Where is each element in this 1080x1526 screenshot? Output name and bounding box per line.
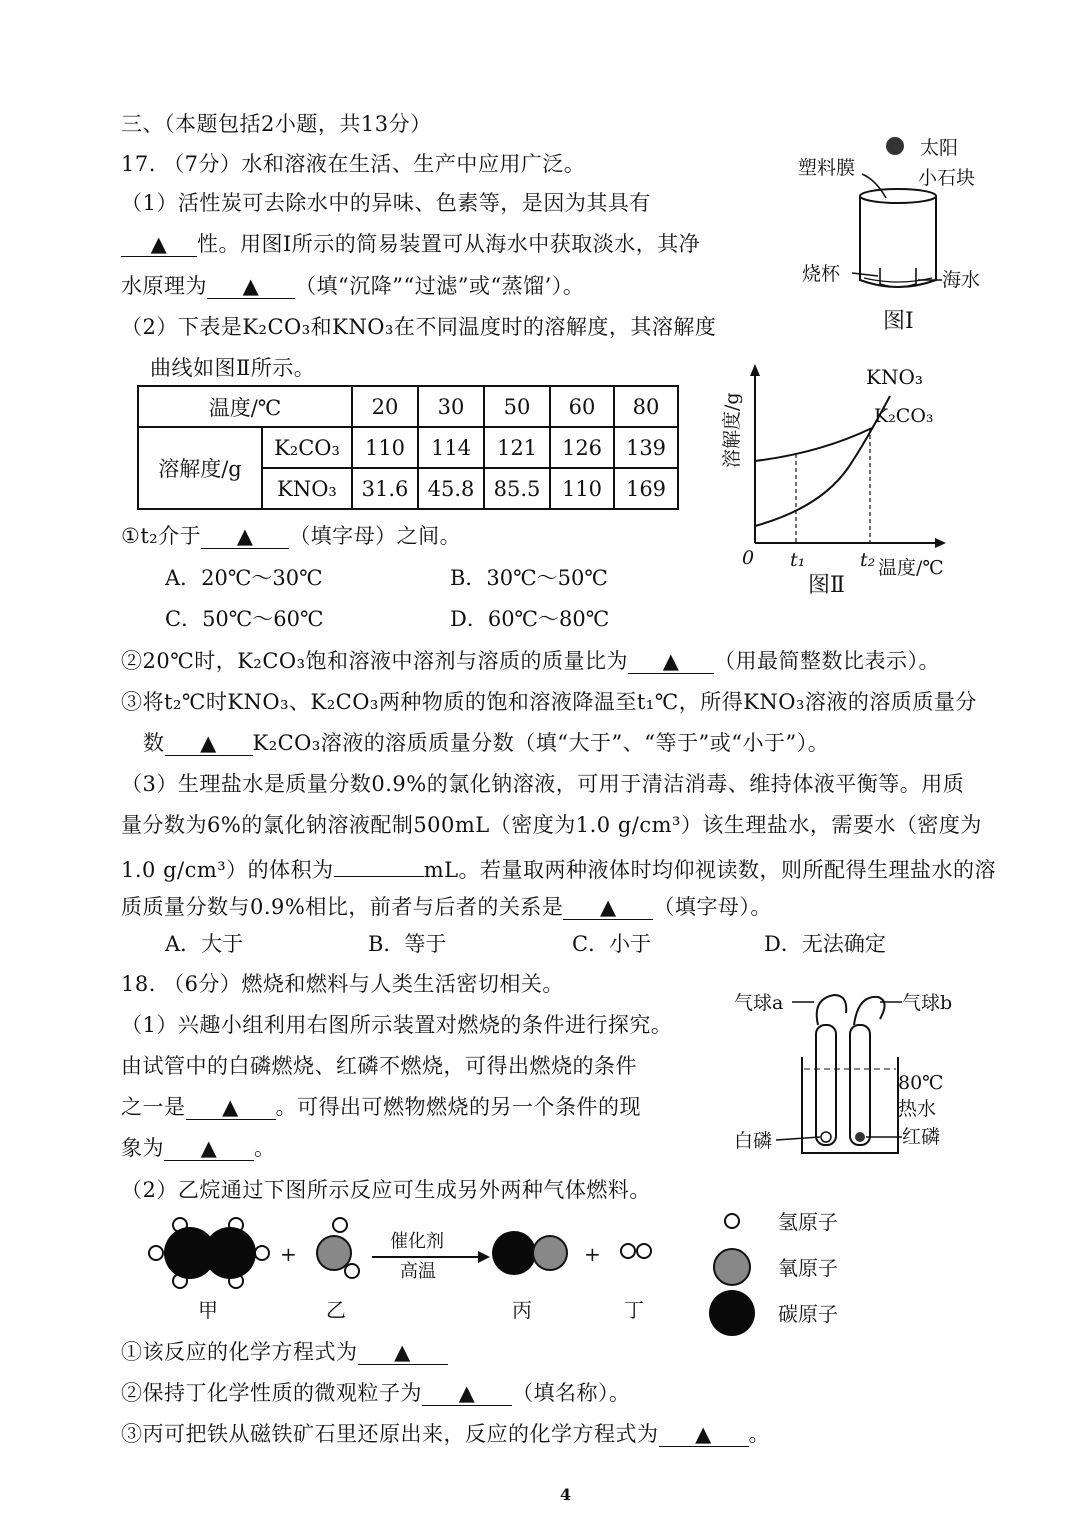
figure-2-solubility-graph (700, 358, 970, 608)
carbon-atom-icon (709, 1290, 755, 1336)
q17-sub1-text: ①t₂介于 (121, 524, 202, 548)
table-cell: 50 (484, 386, 550, 427)
balloon-a (817, 995, 847, 1025)
label-yi: 乙 (326, 1298, 346, 1322)
atom-legend (700, 1203, 880, 1338)
t2-label: t₂ (860, 549, 876, 571)
label-hot-water: 热水 (898, 1098, 937, 1120)
table-cell: 114 (418, 427, 484, 468)
label-catalyst: 催化剂 (390, 1231, 444, 1252)
page-number: 4 (560, 1485, 572, 1504)
origin-label: 0 (742, 547, 755, 569)
q17-sub2 (121, 647, 940, 675)
hydrogen-molecule (621, 1244, 651, 1258)
table-cell: 110 (352, 427, 418, 468)
red-phosphorus (855, 1132, 865, 1142)
table-header-solubility: 溶解度/g (138, 427, 262, 509)
beaker-pointer (852, 273, 878, 276)
label-film: 塑料膜 (798, 157, 856, 179)
table-row (138, 386, 678, 427)
q18-sub3-tail: 。 (748, 1422, 770, 1446)
combustion-apparatus (730, 985, 980, 1160)
label-bing: 丙 (512, 1298, 532, 1322)
q18-sub2-tail: （填名称）。 (512, 1381, 631, 1405)
hydrogen-atom-icon (725, 1214, 739, 1228)
q17-sub1 (121, 522, 461, 550)
beaker-rim (860, 189, 936, 203)
label-temperature: 80℃ (898, 1072, 944, 1094)
label-seawater: 海水 (942, 269, 981, 291)
table-cell: 45.8 (418, 468, 484, 509)
table-cell: 126 (550, 427, 614, 468)
table-row (138, 427, 678, 468)
x-axis-label: 温度/℃ (878, 557, 944, 579)
label-high-temperature: 高温 (400, 1261, 436, 1282)
q17-p3-line4 (121, 893, 772, 921)
table-cell: 110 (550, 468, 614, 509)
label-beaker: 烧杯 (802, 263, 841, 285)
ethane-molecule (149, 1218, 269, 1288)
film-pointer (862, 174, 886, 198)
y-axis-arrow (750, 364, 760, 376)
q17-sub3-line2 (143, 729, 829, 757)
q17-p2-line1: （2）下表是K₂CO₃和KNO₃在不同温度时的溶解度，其溶解度 (121, 315, 717, 339)
q17-p3-line3-tail: mL。若量取两种液体时均仰视读数，则所配得生理盐水的溶 (423, 858, 997, 882)
legend-oxygen: 氧原子 (778, 1256, 838, 1280)
q17-p1-line1: （1）活性炭可去除水中的异味、色素等，是因为其具有 (121, 191, 651, 215)
q17-p1-line2-text: 性。用图Ⅰ所示的简易装置可从海水中获取淡水，其净 (197, 232, 701, 256)
beaker-body (860, 196, 936, 287)
answer-blank[interactable]: ▲ (563, 895, 653, 920)
q17-p1-line3-tail: （填“沉降”“过滤”或“蒸馏’）。 (295, 274, 585, 298)
figure-1-apparatus (790, 128, 1000, 338)
option-d[interactable]: D．无法确定 (764, 932, 886, 956)
q17-sub3-line1: ③将t₂℃时KNO₃、K₂CO₃两种物质的饱和溶液降温至t₁℃，所得KNO₃溶液的溶质质量分 (121, 690, 977, 714)
y-axis-label: 溶解度/g (721, 392, 743, 468)
q17-sub3-line2-tail: K₂CO₃溶液的溶质质量分数（填“大于”、“等于”或“小于”）。 (252, 731, 830, 755)
answer-blank[interactable]: ▲ (201, 524, 289, 549)
option-a[interactable]: A．20℃～30℃ (165, 566, 323, 590)
table-header-temp: 温度/℃ (138, 386, 352, 427)
k2co3-curve (755, 428, 872, 461)
label-balloon-b: 气球b (902, 992, 953, 1014)
test-tube-right (850, 1025, 870, 1145)
plus-sign: + (280, 1242, 297, 1266)
q17-p3-line1: （3）生理盐水是质量分数0.9%的氯化钠溶液，可用于清洁消毒、维持体液平衡等。用质 (121, 772, 965, 796)
balloon-b (854, 997, 885, 1025)
answer-blank[interactable]: ▲ (628, 649, 714, 674)
q17-p3-line4-tail: （填字母）。 (653, 895, 772, 919)
q18-p2-line1: （2）乙烷通过下图所示反应可生成另外两种气体燃料。 (121, 1178, 651, 1202)
label-jia: 甲 (198, 1298, 218, 1322)
label-stone: 小石块 (918, 167, 976, 189)
table-cell: 121 (484, 427, 550, 468)
table-cell: 80 (614, 386, 678, 427)
q17-p3-line3-text: 1.0 g/cm³）的体积为 (121, 858, 334, 882)
option-a[interactable]: A．大于 (165, 932, 244, 956)
t1-label: t₁ (790, 549, 806, 571)
solubility-table (137, 385, 679, 510)
q18-p1-line3-text: 之一是 (121, 1095, 186, 1119)
q17-stem: 17. （7分）水和溶液在生活、生产中应用广泛。 (121, 152, 586, 176)
reaction-arrowhead (478, 1251, 490, 1263)
carbon-monoxide-molecule (492, 1231, 567, 1275)
table-cell: 20 (352, 386, 418, 427)
q17-p1-line2 (121, 230, 700, 258)
table-cell: 139 (614, 427, 678, 468)
legend-hydrogen: 氢原子 (778, 1210, 838, 1234)
q17-sub2-tail: （用最简整数比表示）。 (714, 649, 941, 673)
option-b[interactable]: B．等于 (368, 932, 447, 956)
q18-p1-line1: （1）兴趣小组利用右图所示装置对燃烧的条件进行探究。 (121, 1013, 673, 1037)
q17-p3-line4-text: 质质量分数与0.9%相比，前者与后者的关系是 (121, 895, 564, 919)
option-d[interactable]: D．60℃～80℃ (450, 607, 610, 631)
legend-carbon: 碳原子 (778, 1302, 838, 1326)
option-c[interactable]: C．50℃～60℃ (165, 607, 324, 631)
q18-p1-line4 (121, 1134, 276, 1162)
test-tube-left (816, 1025, 836, 1145)
answer-blank[interactable]: ▲ (659, 1422, 749, 1447)
q17-sub3-line2-text: 数 (143, 731, 165, 755)
q17-p1-line3-text: 水原理为 (121, 274, 207, 298)
white-phosphorus (821, 1132, 831, 1142)
q18-p1-line3 (121, 1093, 641, 1121)
table-cell: 30 (418, 386, 484, 427)
section-title: 三、（本题包括2小题，共13分） (121, 112, 432, 136)
label-red-phosphorus: 红磷 (902, 1126, 941, 1148)
q18-sub3-text: ③丙可把铁从磁铁矿石里还原出来，反应的化学方程式为 (121, 1422, 659, 1446)
figure-1-caption: 图Ⅰ (883, 309, 914, 334)
q18-sub1-text: ①该反应的化学方程式为 (121, 1340, 358, 1364)
q18-sub1 (121, 1338, 448, 1366)
label-white-phosphorus: 白磷 (734, 1130, 773, 1152)
plus-sign: + (584, 1242, 601, 1266)
inner-cup (880, 268, 916, 287)
x-axis-arrow (935, 538, 946, 548)
figure-2-caption: 图Ⅱ (808, 573, 845, 598)
answer-blank[interactable] (334, 852, 424, 877)
label-ding: 丁 (624, 1298, 644, 1322)
q17-sub2-text: ②20℃时，K₂CO₃饱和溶液中溶剂与溶质的质量比为 (121, 649, 629, 673)
label-sun: 太阳 (920, 137, 959, 159)
answer-blank[interactable]: ▲ (164, 1136, 254, 1161)
answer-blank[interactable]: ▲ (207, 274, 295, 299)
q18-sub2-text: ②保持丁化学性质的微观粒子为 (121, 1381, 422, 1405)
q18-p1-line4-text: 象为 (121, 1136, 164, 1160)
label-kno3: KNO₃ (866, 365, 923, 389)
table-row-name: KNO₃ (262, 468, 352, 509)
table-cell: 60 (550, 386, 614, 427)
option-c[interactable]: C．小于 (572, 932, 652, 956)
reaction-diagram (140, 1205, 700, 1330)
answer-blank[interactable]: ▲ (121, 232, 197, 257)
answer-blank[interactable]: ▲ (422, 1381, 512, 1406)
label-balloon-a: 气球a (734, 992, 784, 1014)
q17-p3-line3 (121, 852, 996, 884)
q17-p2-line2: 曲线如图Ⅱ所示。 (150, 356, 316, 380)
option-b[interactable]: B．30℃～50℃ (450, 566, 608, 590)
q17-p1-line3 (121, 272, 584, 300)
q17-p3-line2: 量分数为6%的氯化钠溶液配制500mL（密度为1.0 g/cm³）该生理盐水，需要水（密度为 (121, 813, 982, 837)
q18-sub3 (121, 1420, 770, 1448)
q18-p1-line4-tail: 。 (254, 1136, 276, 1160)
label-k2co3: K₂CO₃ (874, 405, 934, 427)
table-cell: 85.5 (484, 468, 550, 509)
q18-p1-line2: 由试管中的白磷燃烧、红磷不燃烧，可得出燃烧的条件 (121, 1054, 637, 1078)
sun-icon (886, 137, 904, 155)
answer-blank[interactable]: ▲ (186, 1095, 276, 1120)
table-cell: 31.6 (352, 468, 418, 509)
oxygen-atom-icon (714, 1249, 750, 1285)
q18-sub2 (121, 1379, 631, 1407)
table-row-name: K₂CO₃ (262, 427, 352, 468)
water-molecule (317, 1218, 359, 1278)
q17-sub1-tail: （填字母）之间。 (289, 524, 462, 548)
q18-stem: 18. （6分）燃烧和燃料与人类生活密切相关。 (121, 972, 564, 996)
table-cell: 169 (614, 468, 678, 509)
q18-p1-line3-tail: 。可得出可燃物燃烧的另一个条件的现 (275, 1095, 641, 1119)
answer-blank[interactable]: ▲ (358, 1340, 448, 1365)
answer-blank[interactable]: ▲ (165, 731, 253, 756)
white-p-pointer (776, 1137, 820, 1140)
